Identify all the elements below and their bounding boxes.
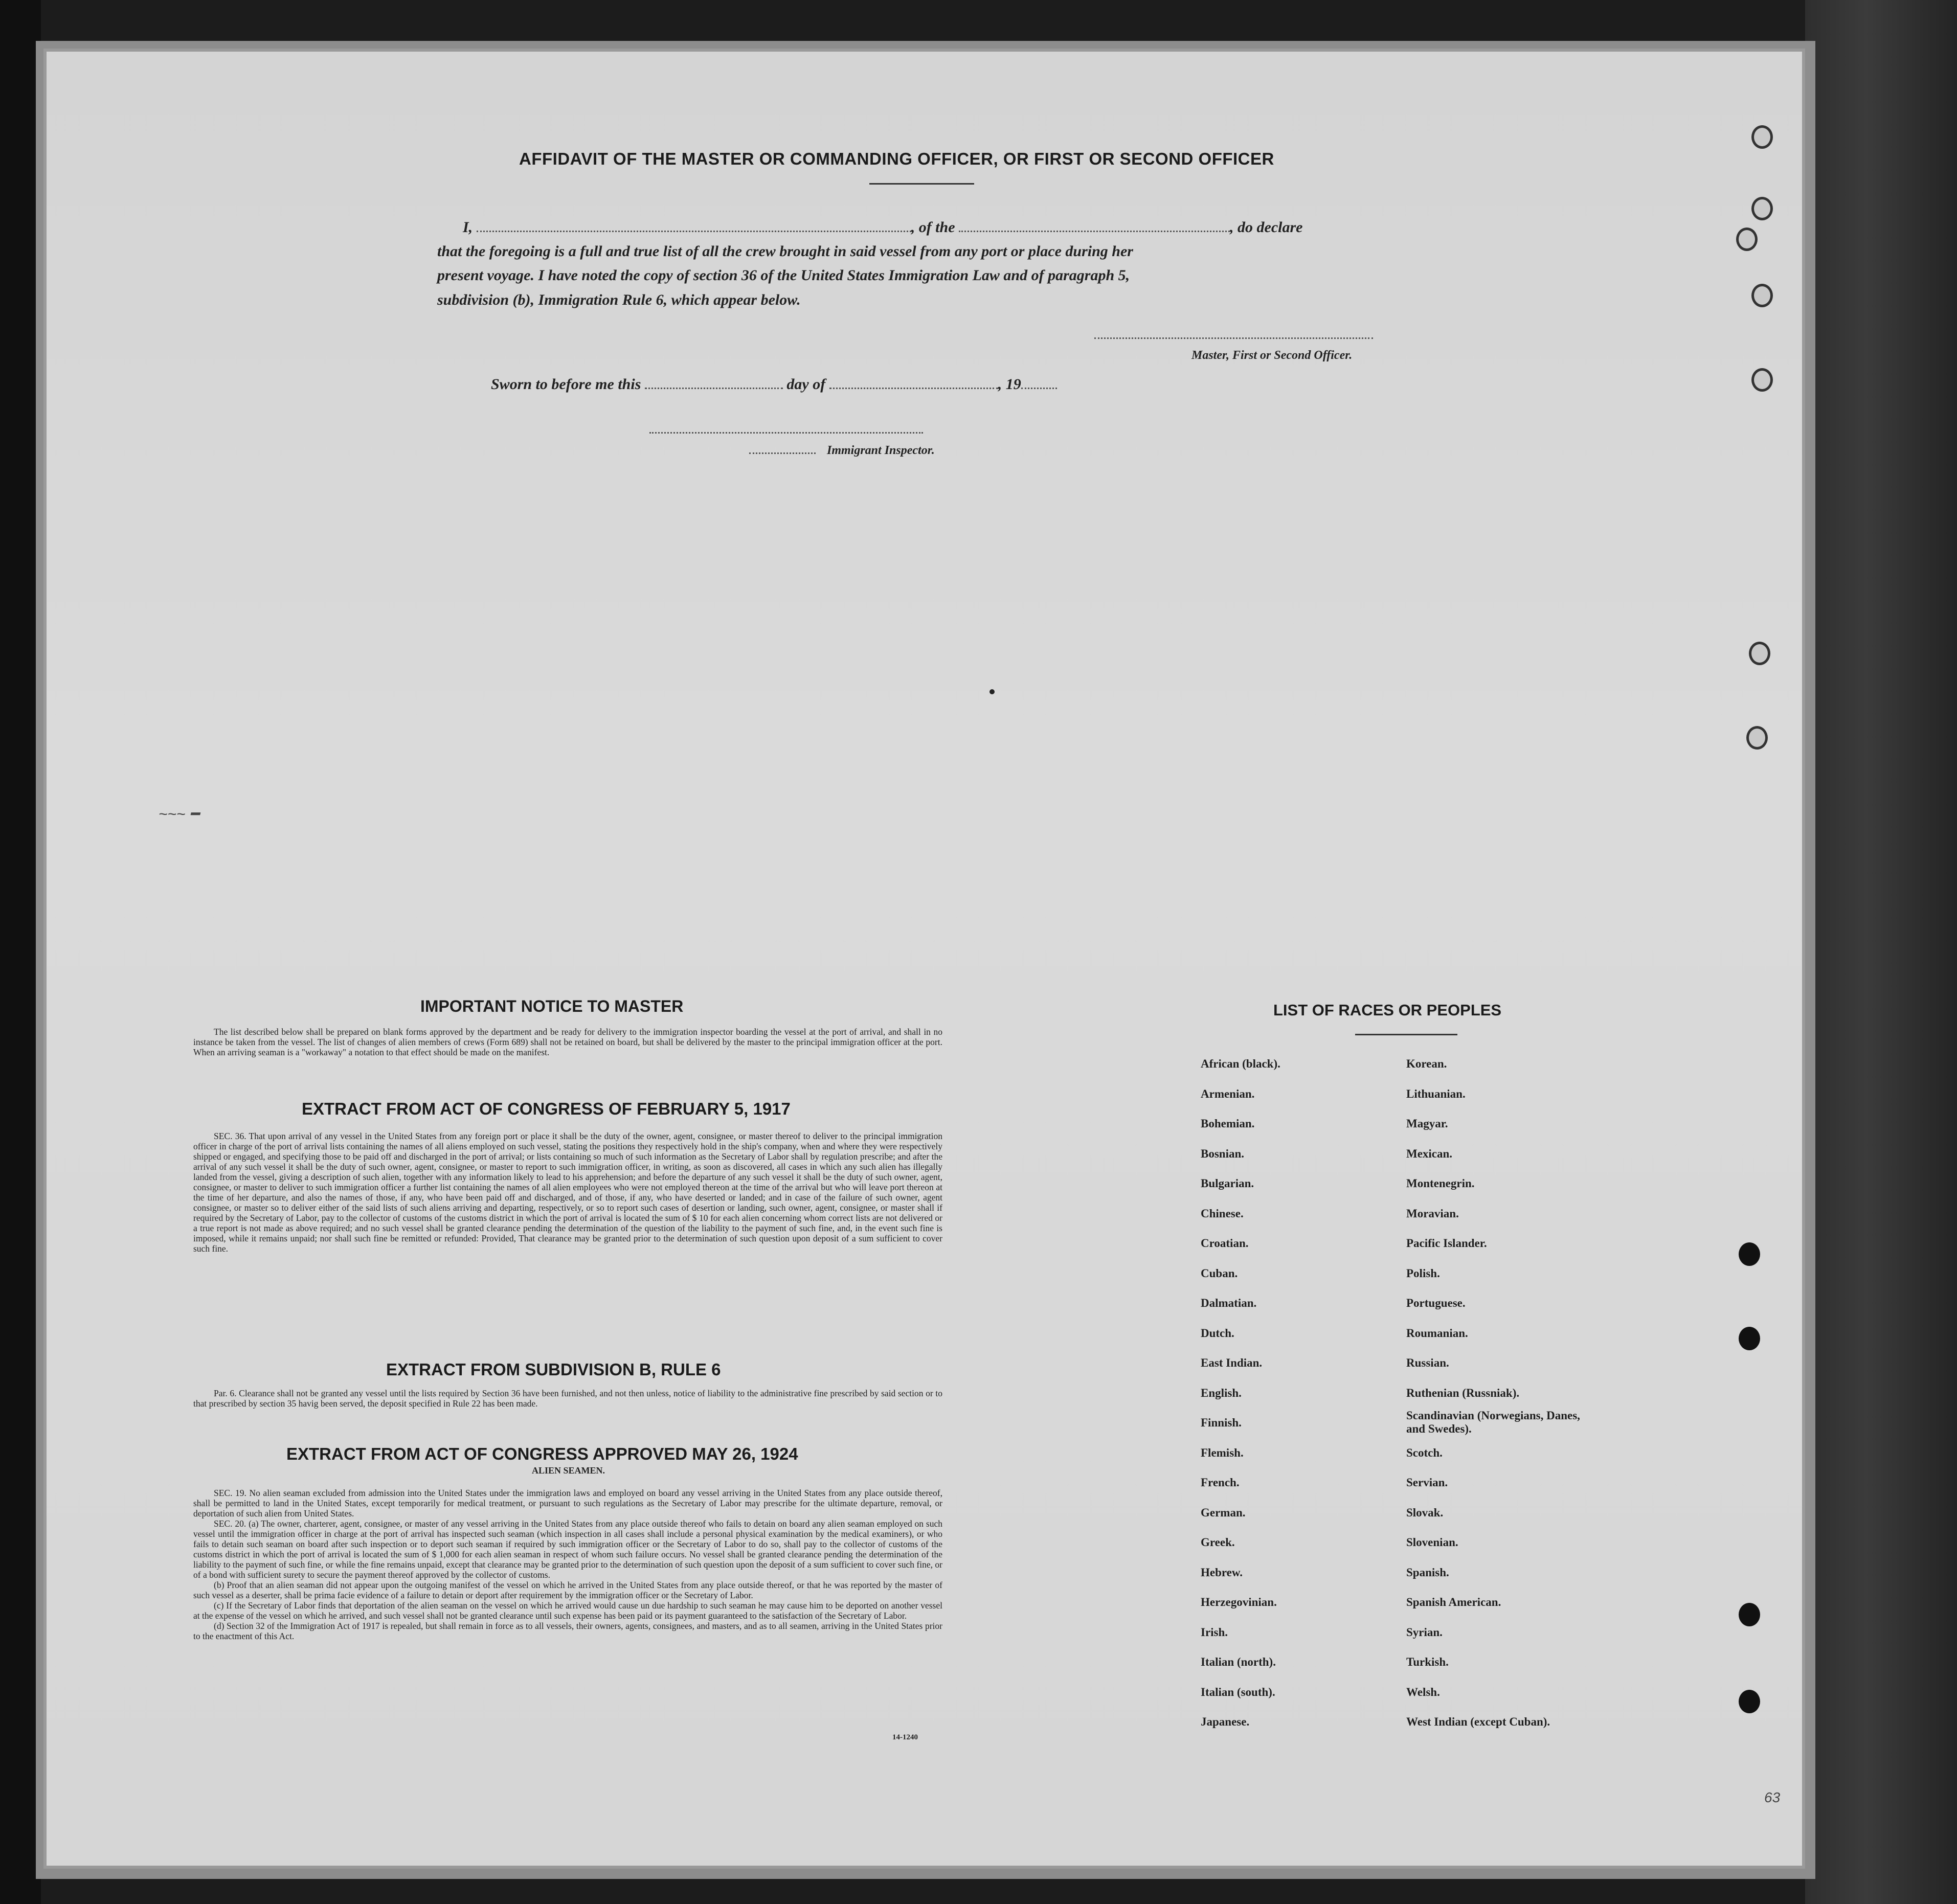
- punch-hole-icon: [1739, 1603, 1760, 1626]
- corner-mark: 63: [1764, 1789, 1781, 1805]
- rule-6-title: EXTRACT FROM SUBDIVISION B, RULE 6: [386, 1360, 721, 1379]
- section-19-paragraph: SEC. 19. No alien seaman excluded from admission into the United States under the immigration laws and employed on board any vessel arriving in the United States from any place outside thereof, shall be permitted to land in the United States, except temporarily for medical treatment, or pursuant to such regulations as the Secretary of Labor may prescribe for the ultimate departure, removal, or deportation of such alien from United States.: [193, 1488, 942, 1518]
- affidavit-line-4: subdivision (b), Immigration Rule 6, which appear below.: [437, 291, 801, 308]
- section-20c-paragraph: (c) If the Secretary of Labor finds that deportation of the alien seaman on the vessel on which he arrived would cause un due hardship to such seaman he may cause him to be deported on another vessel at the expense of the vessel on which he arrived, and such vessel shall not be granted clearance until such expense has been paid or its payment guaranteed to the satisfaction of the Secretary of Labor.: [193, 1600, 942, 1621]
- race-item: Roumanian.: [1406, 1326, 1468, 1340]
- race-item: Flemish.: [1201, 1446, 1244, 1459]
- race-item: Lithuanian.: [1406, 1087, 1466, 1100]
- race-item: Portuguese.: [1406, 1297, 1466, 1309]
- form-number: 14-1240: [892, 1733, 918, 1741]
- sworn-year-field[interactable]: [1021, 376, 1057, 389]
- notice-text: [193, 1027, 942, 1057]
- affidavit-line-2: that the foregoing is a full and true list of all the crew brought in said vessel from any port or place during her: [437, 243, 1133, 260]
- act-1917-text: [193, 1131, 942, 1254]
- race-item: Spanish American.: [1406, 1596, 1501, 1608]
- races-title-rule: [1355, 1034, 1457, 1035]
- inspector-signature-field[interactable]: [649, 432, 923, 434]
- race-item: Bosnian.: [1201, 1147, 1245, 1160]
- punch-hole-icon: [1746, 726, 1768, 750]
- sworn-day-label: day of: [786, 376, 826, 393]
- race-item: Chinese.: [1201, 1207, 1244, 1220]
- race-item: Montenegrin.: [1406, 1177, 1475, 1190]
- punch-hole-icon: [1739, 1690, 1760, 1713]
- act-1924-title: EXTRACT FROM ACT OF CONGRESS APPROVED MAY 26, 1924: [286, 1444, 798, 1463]
- race-item: Italian (north).: [1201, 1656, 1276, 1668]
- race-item: West Indian (except Cuban).: [1406, 1715, 1550, 1728]
- race-item: Welsh.: [1406, 1685, 1440, 1698]
- punch-hole-icon: [1751, 197, 1773, 220]
- race-item: German.: [1201, 1506, 1246, 1519]
- race-item: Japanese.: [1201, 1715, 1250, 1728]
- punch-hole-icon: [1751, 368, 1773, 392]
- race-item: Cuban.: [1201, 1266, 1238, 1280]
- race-item: Dalmatian.: [1201, 1297, 1257, 1309]
- handwritten-scribble: ~~~ ━: [159, 806, 199, 823]
- master-name-field[interactable]: [477, 219, 911, 232]
- act-1917-title: EXTRACT FROM ACT OF CONGRESS OF FEBRUARY 5, 1917: [302, 1099, 791, 1118]
- section-20d-paragraph: (d) Section 32 of the Immigration Act of 1917 is repealed, but shall remain in force as to all vessels, their owners, agents, consignees, and masters, and as to all seamen, arriving in the United States prior to the enactment of this Act.: [193, 1621, 942, 1641]
- affidavit-of-the-label: , of the: [911, 219, 955, 236]
- affidavit-line-3: present voyage. I have noted the copy of section 36 of the United States Immigration Law and of paragraph 5,: [437, 267, 1130, 284]
- notice-paragraph: The list described below shall be prepared on blank forms approved by the department and be ready for delivery to the immigration inspector boarding the vessel at the port of arrival, and shall in no instance be taken from the vessel. The list of changes of alien members of crews (Form 689) shall not be retained on board, but shall be delivered by the master to the principal immigration officer at the port. When an arriving seaman is a "workaway" a notation to that effect should be made on the manifest.: [193, 1027, 942, 1057]
- race-item: Greek.: [1201, 1536, 1235, 1549]
- section-36-paragraph: SEC. 36. That upon arrival of any vessel in the United States from any foreign port or place it shall be the duty of the owner, agent, consignee, or master thereof to deliver to the principal immigration officer in charge of the port of arrival lists containing the names of all aliens employed on such vessel, stating the positions they respectively hold in the ship's company, when and where they were respectively shipped or engaged, and specifying those to be paid off and discharged in the port of arrival; or lists containing so much of such information as the Secretary of Labor shall by regulation prescribe; and after the arrival of any such vessel it shall be the duty of such owner, agent, consignee, or master to report to such immigration officer, in writing, as soon as discovered, all cases in which any such alien has illegally landed from the vessel, giving a description of such alien, together with any information likely to lead to his apprehension; and before the departure of any such vessel it shall be the duty of such owner, agent, consignee, or master to deliver to such immigration officer a further list containing the names of all alien employees who were not employed thereon at the time of the arrival but who will leave port thereon at the time of her departure, and also the names of those, if any, who have been paid off and discharged, and of those, if any, who have deserted or landed; and in case of the failure of such owner, agent consignee, or master so to deliver either of the said lists of such aliens arriving and departing, respectively, or so to report such cases of desertion or landing, such owner, agent, consignee, or master shall if required by the Secretary of Labor, pay to the collector of customs of the customs district in which the port of arrival is located the sum of $ 10 for each alien concerning whom correct lists are not delivered or a true report is not made as above required; and no such vessel shall be granted clearance pending the determination of the question of the liability to the payment of such fine, and, in the event such fine is imposed, while it remains unpaid; nor shall such fine be remitted or refunded: Provided, That clearance may be granted prior to the determination of such question upon deposit of a sum sufficient to cover such fine.: [193, 1131, 942, 1254]
- rule-6-text: [193, 1388, 942, 1409]
- inspector-label: Immigrant Inspector.: [827, 444, 935, 457]
- race-item: Syrian.: [1406, 1625, 1443, 1639]
- race-item: Magyar.: [1406, 1117, 1448, 1130]
- race-item: Croatian.: [1201, 1237, 1249, 1250]
- race-item: Ruthenian (Russniak).: [1406, 1386, 1520, 1399]
- race-item: Irish.: [1201, 1625, 1228, 1639]
- punch-hole-icon: [1739, 1327, 1760, 1350]
- affidavit-title: AFFIDAVIT OF THE MASTER OR COMMANDING OFFICER, OR FIRST OR SECOND OFFICER: [519, 149, 1274, 168]
- race-item: Turkish.: [1406, 1656, 1449, 1668]
- affidavit-i-label: I,: [463, 219, 473, 236]
- race-item: Pacific Islander.: [1406, 1237, 1487, 1250]
- title-rule: [869, 183, 974, 185]
- rule-6-paragraph: Par. 6. Clearance shall not be granted any vessel until the lists required by Section 36 have been furnished, and not then unless, notice of liability to the administrative fine prescribed by said section or to that prescribed by section 35 havig been served, the deposit specified in Rule 22 has been made.: [193, 1388, 942, 1409]
- race-item: Slovak.: [1406, 1506, 1444, 1519]
- section-20a-paragraph: SEC. 20. (a) The owner, charterer, agent, consignee, or master of any vessel arriving in the United States from any place outside thereof who fails to detain on board any alien seaman employed on such vessel until the immigration officer in charge at the port of arrival has inspected such seaman (which inspection in all cases shall include a personal physical examination by the medical examiners), or who fails to detain such seaman on board after such inspection or to deport such seaman if required by such immigration officer or the Secretary of Labor to do so, shall pay to the collector of customs of the customs district in which the port of arrival is located the sum of $ 1,000 for each alien seaman in respect of whom such failure occurs. No vessel shall be granted clearance pending the determination of the liability to the payment of such fine, or while the fine remains unpaid, except that clearance may be granted prior to the determination of such question upon the deposit of a sum sufficient to cover such fine, or of a bond with sufficient surety to secure the payment thereof approved by the collector of customs.: [193, 1518, 942, 1580]
- race-item: Spanish.: [1406, 1566, 1449, 1579]
- sworn-label: Sworn to before me this: [491, 376, 641, 393]
- race-item: French.: [1201, 1476, 1240, 1489]
- race-item: Herzegovinian.: [1201, 1596, 1277, 1608]
- master-signature-label: Master, First or Second Officer.: [1191, 349, 1353, 362]
- punch-hole-icon: [1739, 1242, 1760, 1266]
- master-signature-field[interactable]: [1094, 337, 1373, 339]
- race-item: Moravian.: [1406, 1207, 1459, 1220]
- vessel-name-field[interactable]: [959, 219, 1230, 232]
- inspector-initial-field[interactable]: [749, 452, 816, 454]
- race-item: Bohemian.: [1201, 1117, 1255, 1130]
- ink-dot: [989, 689, 995, 694]
- affidavit-declare-label: , do declare: [1230, 219, 1303, 236]
- punch-hole-icon: [1751, 284, 1773, 307]
- act-1924-subtitle: ALIEN SEAMEN.: [532, 1465, 605, 1476]
- scan-border-right: [1805, 0, 1957, 1904]
- punch-hole-icon: [1749, 642, 1770, 665]
- scan-border-left: [0, 0, 41, 1904]
- race-item: Hebrew.: [1201, 1566, 1243, 1579]
- race-item: Slovenian.: [1406, 1536, 1458, 1549]
- sworn-line: [491, 376, 1057, 393]
- affidavit-line-1: [463, 219, 1302, 236]
- race-item: Finnish.: [1201, 1416, 1242, 1429]
- race-item: English.: [1201, 1386, 1242, 1399]
- sworn-month-field[interactable]: [829, 376, 998, 389]
- race-item: East Indian.: [1201, 1356, 1263, 1369]
- punch-hole-icon: [1751, 125, 1773, 149]
- sworn-day-field[interactable]: [645, 376, 783, 389]
- race-item: Polish.: [1406, 1266, 1440, 1280]
- race-item: Korean.: [1406, 1057, 1447, 1070]
- race-item: Armenian.: [1201, 1087, 1255, 1100]
- races-title: LIST OF RACES OR PEOPLES: [1273, 1001, 1502, 1019]
- act-1924-text: [193, 1488, 942, 1641]
- race-item: Servian.: [1406, 1476, 1448, 1489]
- race-item: Mexican.: [1406, 1147, 1453, 1160]
- notice-title: IMPORTANT NOTICE TO MASTER: [420, 997, 684, 1015]
- race-item: Bulgarian.: [1201, 1177, 1254, 1190]
- race-item: Scotch.: [1406, 1446, 1443, 1459]
- race-item: Italian (south).: [1201, 1685, 1275, 1698]
- sworn-year-label: , 19: [998, 376, 1021, 393]
- race-item: Scandinavian (Norwegians, Danes, and Swedes).: [1406, 1409, 1580, 1435]
- race-item: African (black).: [1201, 1057, 1280, 1070]
- race-item: Russian.: [1406, 1356, 1449, 1369]
- punch-hole-icon: [1736, 228, 1758, 251]
- section-20b-paragraph: (b) Proof that an alien seaman did not appear upon the outgoing manifest of the vessel on which he arrived in the United States from any place outside thereof, or that he was reported by the master of such vessel as a deserter, shall be prima facie evidence of a failure to detain or deport after requirement by the immigration officer or the Secretary of Labor.: [193, 1580, 942, 1600]
- race-item: Dutch.: [1201, 1326, 1234, 1340]
